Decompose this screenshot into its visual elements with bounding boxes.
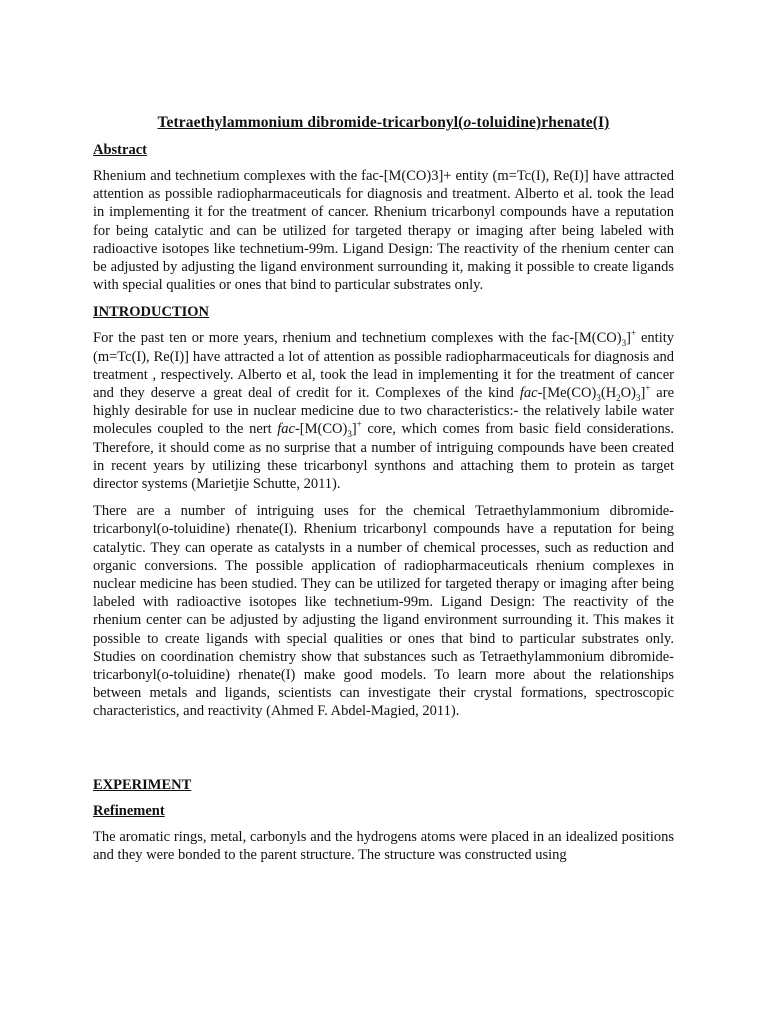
section-spacer	[93, 730, 674, 776]
refinement-paragraph: The aromatic rings, metal, carbonyls and the hydrogens atoms were placed in an idealized positions and they were bonded to the parent structure. The structure was constructed using	[93, 828, 674, 863]
title-text-pre: Tetraethylammonium dibromide-tricarbonyl(	[157, 114, 464, 131]
experiment-heading: EXPERIMENT	[93, 776, 192, 793]
refinement-heading: Refinement	[93, 802, 165, 819]
abstract-paragraph: Rhenium and technetium complexes with the fac-[M(CO)3]+ entity (m=Tc(I), Re(I)] have attracted attention as possible radiopharmaceuticals for diagnosis and treatment. Alberto et al. took the lead in implementing it for the treatment of cancer. Rhenium tricarbonyl compounds have a reputation for being catalytic and can be utilized for targeted therapy or imaging after being labeled with radioactive isotopes like technetium-99m. Ligand Design: The reactivity of the rhenium center can be adjusted by adjusting the ligand environment surrounding it, making it possible to create ligands with special qualities or ones that bind to particular substrates only.	[93, 168, 674, 294]
abstract-heading: Abstract	[93, 142, 147, 158]
introduction-paragraph-2: There are a number of intriguing uses for the chemical Tetraethylammonium dibromide-tricarbonyl(o-toluidine) rhenate(I). Rhenium tricarbonyl compounds have a reputation for being catalytic. They can operate as catalysts in a number of chemical processes, such as reduction and organic conversions. The possible application of radiopharmaceuticals rhenium complexes in nuclear medicine has been studied. They can be utilized for targeted therapy or imaging after being labeled with radioactive isotopes like technetium-99m. Ligand Design: The reactivity of the rhenium center can be adjusted by adjusting the ligand environment surrounding it. This makes it possible to create ligands with special qualities or ones that bind to particular substrates only. Studies on coordination chemistry show that substances such as Tetraethylammonium dibromide-tricarbonyl(o-toluidine) rhenate(I) make good models. To learn more about the relationships between metals and ligands, scientists can investigate their crystal formations, spectroscopic characteristics, and reactivity (Ahmed F. Abdel-Magied, 2011).	[93, 503, 674, 720]
title-text-post: -toluidine)rhenate(I)	[471, 114, 610, 131]
title-text-italic: o	[463, 114, 472, 131]
introduction-paragraph-1: For the past ten or more years, rhenium and technetium complexes with the fac-$[M(CO)_3]^+$ entity (m=Tc(I), Re(I)] have attracted a lot of attention as possible radiopharmaceuticals for diagnosis and treatment , respectively. Alberto et al, took the lead in implementing it for the treatment of cancer and they deserve a great deal of credit for it. Complexes of the kind fac-$[Me(CO)_3(H_2O)_3]^+$ are highly desirable for use in nuclear medicine due to two characteristics:- the relatively labile water molecules coupled to the nert fac-$[M(CO)_3]^+$ core, which comes from basic field considerations. Therefore, it should come as no surprise that a number of intriguing compounds have been created in recent years by utilizing these tricarbonyl synthons and attaching them to protein as target director systems (Marietjie Schutte, 2011).	[93, 328, 675, 493]
document-title	[93, 114, 674, 132]
document-page	[93, 114, 674, 873]
introduction-heading: INTRODUCTION	[93, 304, 210, 321]
